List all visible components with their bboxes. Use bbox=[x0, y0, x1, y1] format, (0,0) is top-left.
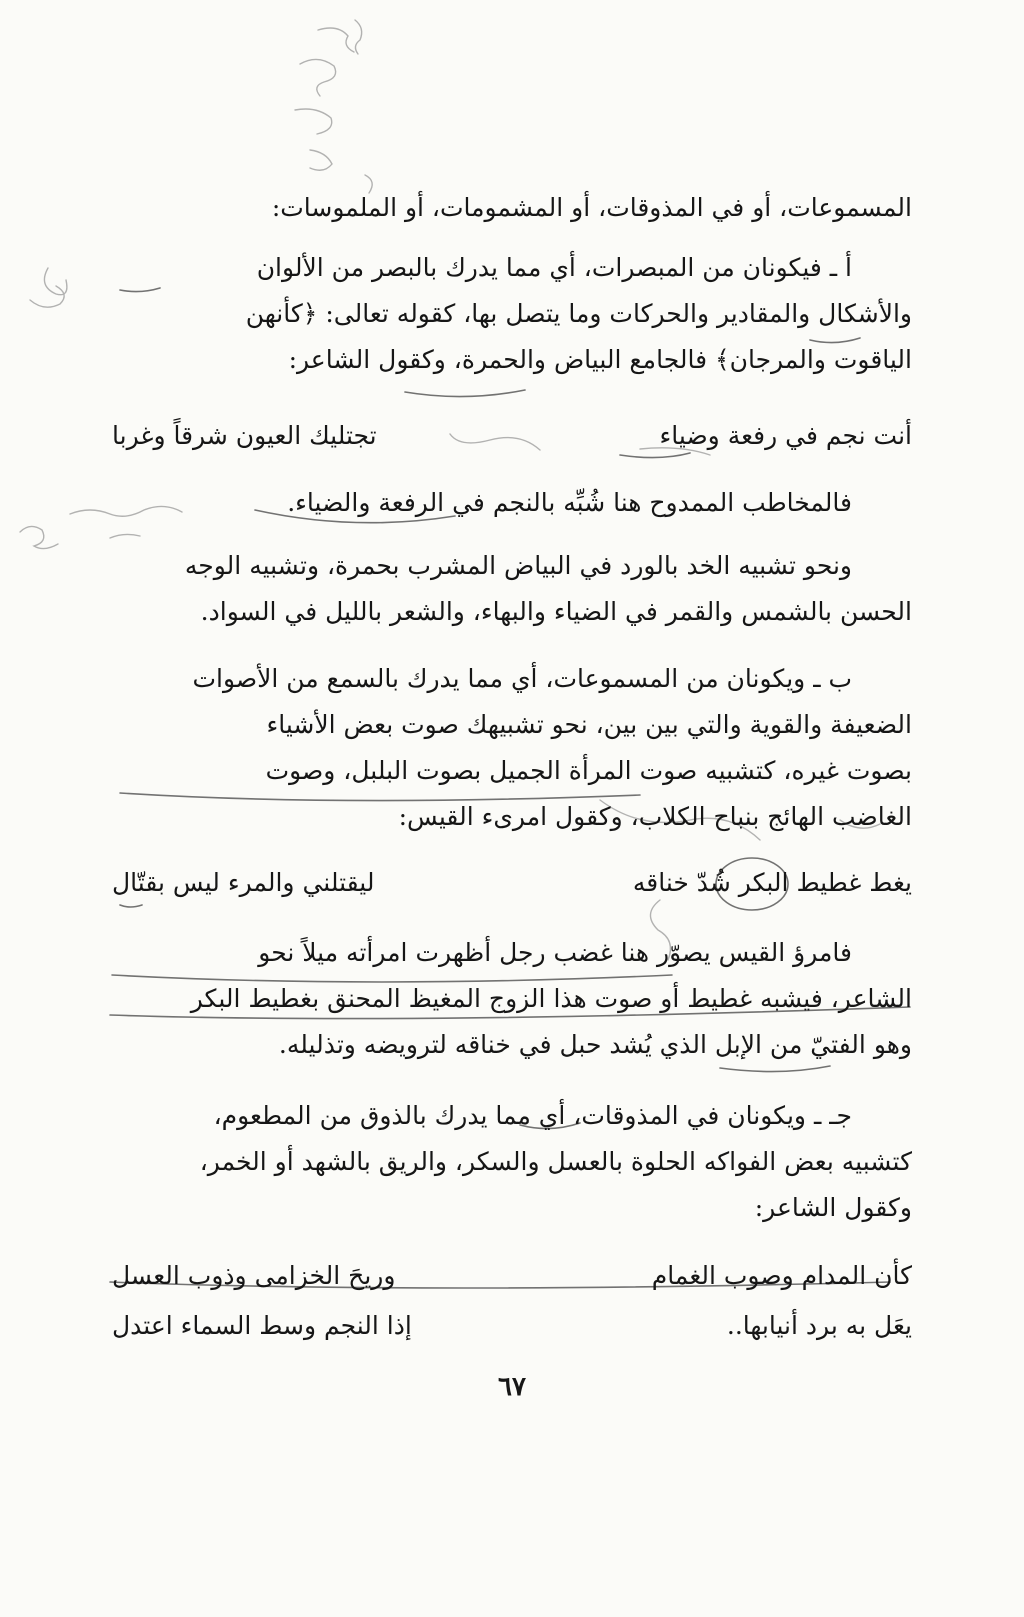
text-line: فالمخاطب الممدوح هنا شُبِّه بالنجم في الرفعة والضياء. bbox=[287, 488, 852, 517]
verse-first-hemistich: كأن المدام وصوب الغمام bbox=[651, 1261, 912, 1290]
verse-imru-al-qais bbox=[112, 860, 912, 906]
section-a-paragraph bbox=[112, 245, 912, 383]
verse-second-hemistich: ليقتلني والمرء ليس بقتّال bbox=[112, 868, 375, 897]
text-line: وهو الفتيّ من الإبل الذي يُشد حبل في خناقه لترويضه وتذليله. bbox=[278, 1030, 912, 1059]
verse-nejm bbox=[112, 413, 912, 459]
text-line: بصوت غيره، كتشبيه صوت المرأة الجميل بصوت البلبل، وصوت bbox=[265, 756, 912, 785]
text-line: أ ـ فيكونان من المبصرات، أي مما يدرك بالبصر من الألوان bbox=[256, 253, 852, 282]
verse-second-hemistich: تجتليك العيون شرقاً وغربا bbox=[112, 421, 377, 450]
text-line: جـ ـ ويكونان في المذوقات، أي مما يدرك بالذوق من المطعوم، bbox=[213, 1101, 852, 1130]
verse-second-hemistich: إذا النجم وسط السماء اعتدل bbox=[112, 1311, 412, 1340]
section-b-explanation bbox=[112, 930, 912, 1068]
section-a-explanation bbox=[112, 480, 912, 526]
verse-first-hemistich: يغط غطيط البكر شُدّ خناقه bbox=[632, 868, 912, 897]
text-line: المسموعات، أو في المذوقات، أو المشمومات، أو الملموسات: bbox=[271, 193, 912, 222]
verse-first-hemistich: أنت نجم في رفعة وضياء bbox=[659, 421, 912, 450]
page-number: ٦٧ bbox=[498, 1372, 526, 1402]
text-line: الضعيفة والقوية والتي بين بين، نحو تشبيهك صوت بعض الأشياء bbox=[266, 710, 912, 739]
text-line: ونحو تشبيه الخد بالورد في البياض المشرب بحمرة، وتشبيه الوجه bbox=[184, 551, 852, 580]
verse-first-hemistich: يعَل به برد أنيابها.. bbox=[726, 1311, 912, 1340]
section-a-examples bbox=[112, 543, 912, 635]
text-line: وكقول الشاعر: bbox=[754, 1193, 912, 1222]
text-line: ب ـ ويكونان من المسموعات، أي مما يدرك بالسمع من الأصوات bbox=[192, 664, 852, 693]
text-line: الغاضب الهائج بنباح الكلاب، وكقول امرىء القيس: bbox=[398, 802, 912, 831]
text-line: والأشكال والمقادير والحركات وما يتصل بها، كقوله تعالى: ﴿كأنهن bbox=[245, 299, 912, 328]
text-line: فامرؤ القيس يصوّر هنا غضب رجل أظهرت امرأته ميلاً نحو bbox=[258, 938, 852, 967]
verse-second-hemistich: وريحَ الخزامى وذوب العسل bbox=[112, 1261, 396, 1290]
text-line: الشاعر، فيشبه غطيط أو صوت هذا الزوج المغيظ المحنق بغطيط البكر bbox=[190, 984, 912, 1013]
text-line: كتشبيه بعض الفواكه الحلوة بالعسل والسكر، والريق بالشهد أو الخمر، bbox=[199, 1147, 912, 1176]
verse-madam-2 bbox=[112, 1303, 912, 1349]
section-b-paragraph bbox=[112, 656, 912, 840]
opening-paragraph bbox=[112, 185, 912, 231]
verse-madam-1 bbox=[112, 1253, 912, 1299]
text-line: الياقوت والمرجان﴾ فالجامع البياض والحمرة، وكقول الشاعر: bbox=[288, 345, 912, 374]
section-c-paragraph bbox=[112, 1093, 912, 1231]
text-line: الحسن بالشمس والقمر في الضياء والبهاء، والشعر بالليل في السواد. bbox=[200, 597, 912, 626]
